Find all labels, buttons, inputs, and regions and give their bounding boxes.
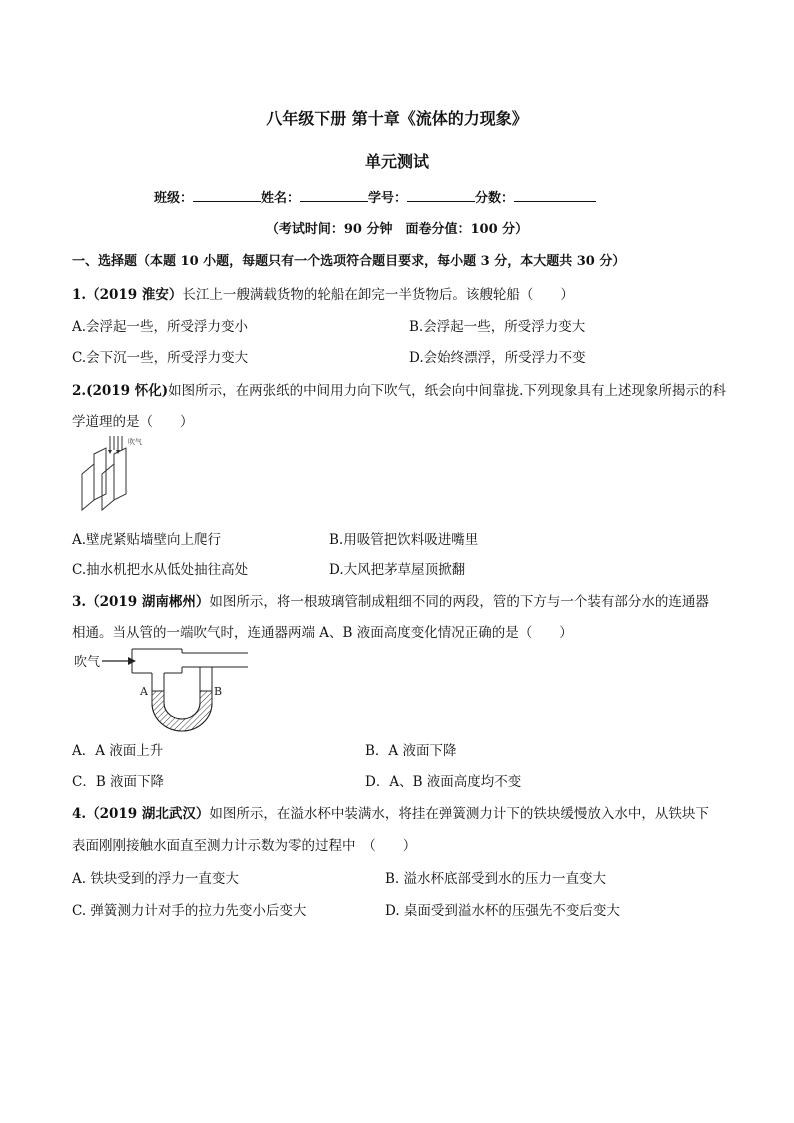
question-number: 3. bbox=[72, 594, 87, 610]
exam-note: （考试时间：90 分钟 面卷分值：100 分） bbox=[265, 222, 529, 237]
question-source: （2019 湖北武汉） bbox=[86, 806, 210, 822]
blow-label: 吹气 bbox=[128, 438, 142, 446]
blow-label: 吹气 bbox=[74, 655, 101, 670]
question-4-stem bbox=[72, 802, 709, 822]
q1-option-b[interactable]: B.会浮起一些，所受浮力变大 bbox=[409, 319, 586, 335]
connected-vessel-figure bbox=[72, 645, 252, 735]
question-source: (2019 怀化) bbox=[86, 383, 169, 399]
q1-option-a[interactable]: A.会浮起一些，所受浮力变小 bbox=[72, 319, 249, 335]
question-text: 长江上一艘满载货物的轮船在卸完一半货物后。该艘轮船（ ） bbox=[182, 287, 574, 303]
q2-option-d[interactable]: D.大风把茅草屋顶掀翻 bbox=[329, 562, 466, 578]
question-number: 4. bbox=[72, 806, 87, 822]
paper-blowing-figure bbox=[74, 434, 144, 516]
student-info-row bbox=[154, 187, 596, 206]
q3-option-b[interactable]: B．A 液面下降 bbox=[365, 743, 457, 759]
question-1-stem bbox=[72, 283, 574, 303]
q3-option-d[interactable]: D．A、B 液面高度均不变 bbox=[365, 774, 522, 790]
id-label: 学号： bbox=[368, 191, 408, 206]
question-text: 如图所示，在两张纸的中间用力向下吹气，纸会向中间靠拢.下列现象具有上述现象所揭示的科 bbox=[168, 383, 726, 399]
q4-option-d[interactable]: D. 桌面受到溢水杯的压强先不变后变大 bbox=[385, 903, 620, 919]
question-text: 如图所示，在溢水杯中装满水，将挂在弹簧测力计下的铁块缓慢放入水中，从铁块下 bbox=[209, 806, 709, 822]
question-2-stem-cont: 学道理的是（ ） bbox=[72, 414, 194, 430]
page-title: 八年级下册 第十章《流体的力现象》 bbox=[266, 109, 528, 128]
q3-option-c[interactable]: C．B 液面下降 bbox=[72, 774, 165, 790]
q4-option-a[interactable]: A. 铁块受到的浮力一直变大 bbox=[72, 871, 239, 887]
score-label: 分数： bbox=[475, 191, 515, 206]
question-3-stem-cont: 相通。当从管的一端吹气时，连通器两端 A、B 液面高度变化情况正确的是（ ） bbox=[72, 625, 573, 641]
q4-option-b[interactable]: B. 溢水杯底部受到水的压力一直变大 bbox=[385, 871, 607, 887]
q2-option-a[interactable]: A.壁虎紧贴墙壁向上爬行 bbox=[72, 532, 222, 548]
q1-option-c[interactable]: C.会下沉一些，所受浮力变大 bbox=[72, 350, 249, 366]
class-label: 班级： bbox=[154, 191, 194, 206]
question-number: 1. bbox=[72, 287, 87, 303]
section-heading: 一、选择题（本题 10 小题，每题只有一个选项符合题目要求，每小题 3 分，本大题共 30 分） bbox=[72, 254, 626, 269]
question-text: 如图所示，将一根玻璃管制成粗细不同的两段，管的下方与一个装有部分水的连通器 bbox=[209, 594, 709, 610]
name-blank[interactable] bbox=[300, 188, 368, 202]
class-blank[interactable] bbox=[193, 188, 261, 202]
label-b: B bbox=[214, 685, 223, 698]
score-blank[interactable] bbox=[514, 188, 596, 202]
q1-option-d[interactable]: D.会始终漂浮，所受浮力不变 bbox=[409, 350, 586, 366]
question-source: （2019 湖南郴州） bbox=[86, 594, 210, 610]
q4-option-c[interactable]: C. 弹簧测力计对手的拉力先变小后变大 bbox=[72, 903, 307, 919]
id-blank[interactable] bbox=[407, 188, 475, 202]
question-3-stem bbox=[72, 590, 709, 610]
question-2-stem bbox=[72, 379, 726, 399]
label-a: A bbox=[140, 685, 148, 698]
question-number: 2. bbox=[72, 383, 87, 399]
q2-option-c[interactable]: C.抽水机把水从低处抽往高处 bbox=[72, 562, 249, 578]
q3-option-a[interactable]: A．A 液面上升 bbox=[72, 743, 164, 759]
question-4-stem-cont: 表面刚刚接触水面直至测力计示数为零的过程中 （ ） bbox=[72, 838, 417, 854]
question-source: （2019 淮安） bbox=[86, 287, 183, 303]
q2-option-b[interactable]: B.用吸管把饮料吸进嘴里 bbox=[329, 532, 479, 548]
name-label: 姓名： bbox=[261, 191, 301, 206]
page-subtitle: 单元测试 bbox=[364, 152, 429, 171]
